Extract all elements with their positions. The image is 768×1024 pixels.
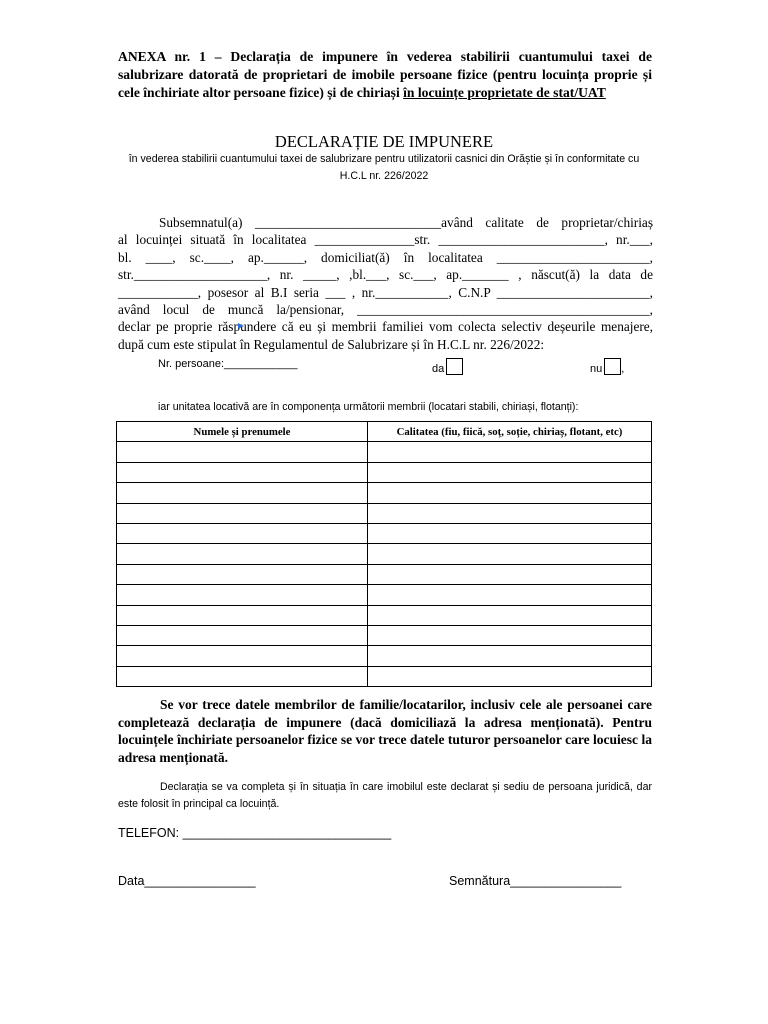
member-role-cell[interactable]: [368, 564, 652, 584]
phone-field[interactable]: TELEFON: ______________________________: [118, 826, 392, 840]
declaration-line: str.____________________, nr. _____, ,bl.___, sc.___, ap._______ , născut(ă) la data de: [118, 267, 653, 283]
table-row: [117, 585, 652, 605]
declaration-line: după cum este stipulat în Regulamentul de Salubrizare și în H.C.L nr. 226/2022:: [118, 336, 545, 352]
member-role-cell[interactable]: [368, 646, 652, 666]
declaration-line: Subsemnatul(a) ____________________________având calitate de proprietar/chiriaș: [159, 215, 653, 230]
signature-field[interactable]: Semnătura________________: [449, 874, 622, 888]
document-subtitle: în vederea stabilirii cuantumului taxei de salubrizare pentru utilizatorii casnici din Orăștie și în conformitate cu H.C.L nr. 226/2022: [128, 153, 640, 182]
declaration-line: având locul de muncă la/pensionar, ____________________________________________,: [118, 302, 653, 318]
declaration-line: ____________, posesor al B.I seria ___ , nr.___________, C.N.P _______________________,: [118, 284, 653, 300]
member-name-cell[interactable]: [117, 523, 368, 543]
member-name-cell[interactable]: [117, 564, 368, 584]
table-row: [117, 503, 652, 523]
members-intro: iar unitatea locativă are în componența următorii membrii (locatari stabili, chiriași, flotanți):: [158, 400, 579, 413]
member-name-cell[interactable]: [117, 503, 368, 523]
members-table: [116, 421, 652, 687]
table-row: [117, 625, 652, 645]
member-name-cell[interactable]: [117, 544, 368, 564]
annex-underlined-text: în locuințe proprietate de stat/UAT: [403, 85, 606, 100]
declaration-line: al locuinței situată în localitatea _______________str. _________________________, nr.___,: [118, 232, 653, 248]
no-checkbox[interactable]: [604, 358, 621, 375]
member-role-cell[interactable]: [368, 523, 652, 543]
table-row: [117, 442, 652, 462]
yes-checkbox[interactable]: [446, 358, 463, 375]
persons-yes-option: [432, 358, 463, 375]
table-row: [117, 544, 652, 564]
member-name-cell[interactable]: [117, 646, 368, 666]
no-label: nu: [590, 363, 603, 375]
member-name-cell[interactable]: [117, 483, 368, 503]
persons-no-option: [590, 358, 624, 375]
no-suffix: ,: [621, 363, 625, 375]
member-name-cell[interactable]: [117, 625, 368, 645]
member-name-cell[interactable]: [117, 666, 368, 686]
members-table-header-row: [117, 422, 652, 442]
table-row: [117, 523, 652, 543]
document-title: DECLARAȚIE DE IMPUNERE: [274, 132, 494, 151]
member-role-cell[interactable]: [368, 503, 652, 523]
annex-heading: [118, 48, 652, 102]
member-name-cell[interactable]: [117, 442, 368, 462]
declaration-paragraph: [118, 214, 653, 353]
table-row: [117, 666, 652, 686]
declaration-line: bl. ____, sc.____, ap.______, domiciliat(ă) în localitatea _______________________,: [118, 249, 653, 265]
date-field[interactable]: Data________________: [118, 874, 256, 888]
member-role-cell[interactable]: [368, 544, 652, 564]
column-header-name: Numele și prenumele: [117, 422, 368, 442]
persons-count-label: Nr. persoane:____________: [158, 358, 298, 370]
member-role-cell[interactable]: [368, 442, 652, 462]
table-row: [117, 564, 652, 584]
member-role-cell[interactable]: [368, 462, 652, 482]
column-header-role: Calitatea (fiu, fiică, soț, soție, chiriaș, flotant, etc): [368, 422, 652, 442]
member-name-cell[interactable]: [117, 462, 368, 482]
table-row: [117, 483, 652, 503]
member-name-cell[interactable]: [117, 585, 368, 605]
members-note: Se vor trece datele membrilor de familie/locatarilor, inclusiv cele ale persoanei care completează declarația de impunere (dacă domiciliază la adresa menționată). Pentru locuințele închiriate persoanelor fizice se vor trece datele tuturor persoanelor care locuiesc la adresa menționată.: [118, 697, 652, 765]
table-row: [117, 605, 652, 625]
member-name-cell[interactable]: [117, 605, 368, 625]
cursor-arrow-icon: [238, 323, 244, 329]
declaration-line: declar pe proprie răspundere că eu și membrii familiei vom colecta selectiv deșeurile menajere,: [118, 319, 653, 335]
yes-label: da: [432, 363, 445, 375]
members-table-body: [117, 442, 652, 687]
member-role-cell[interactable]: [368, 585, 652, 605]
table-row: [117, 462, 652, 482]
member-role-cell[interactable]: [368, 625, 652, 645]
member-role-cell[interactable]: [368, 483, 652, 503]
table-row: [117, 646, 652, 666]
legal-entity-note: Declarația se va completa și în situația în care imobilul este declarat și sediu de persoana juridică, dar este folosit în principal ca locuință.: [118, 781, 652, 810]
member-role-cell[interactable]: [368, 666, 652, 686]
member-role-cell[interactable]: [368, 605, 652, 625]
annex-text: ANEXA nr. 1 – Declarația de impunere în vederea stabilirii cuantumului taxei de salubrizare datorată de proprietari de imobile persoane fizice (pentru locuința proprie și cele închiriate altor persoane fizice) și de chiriași: [118, 49, 652, 100]
